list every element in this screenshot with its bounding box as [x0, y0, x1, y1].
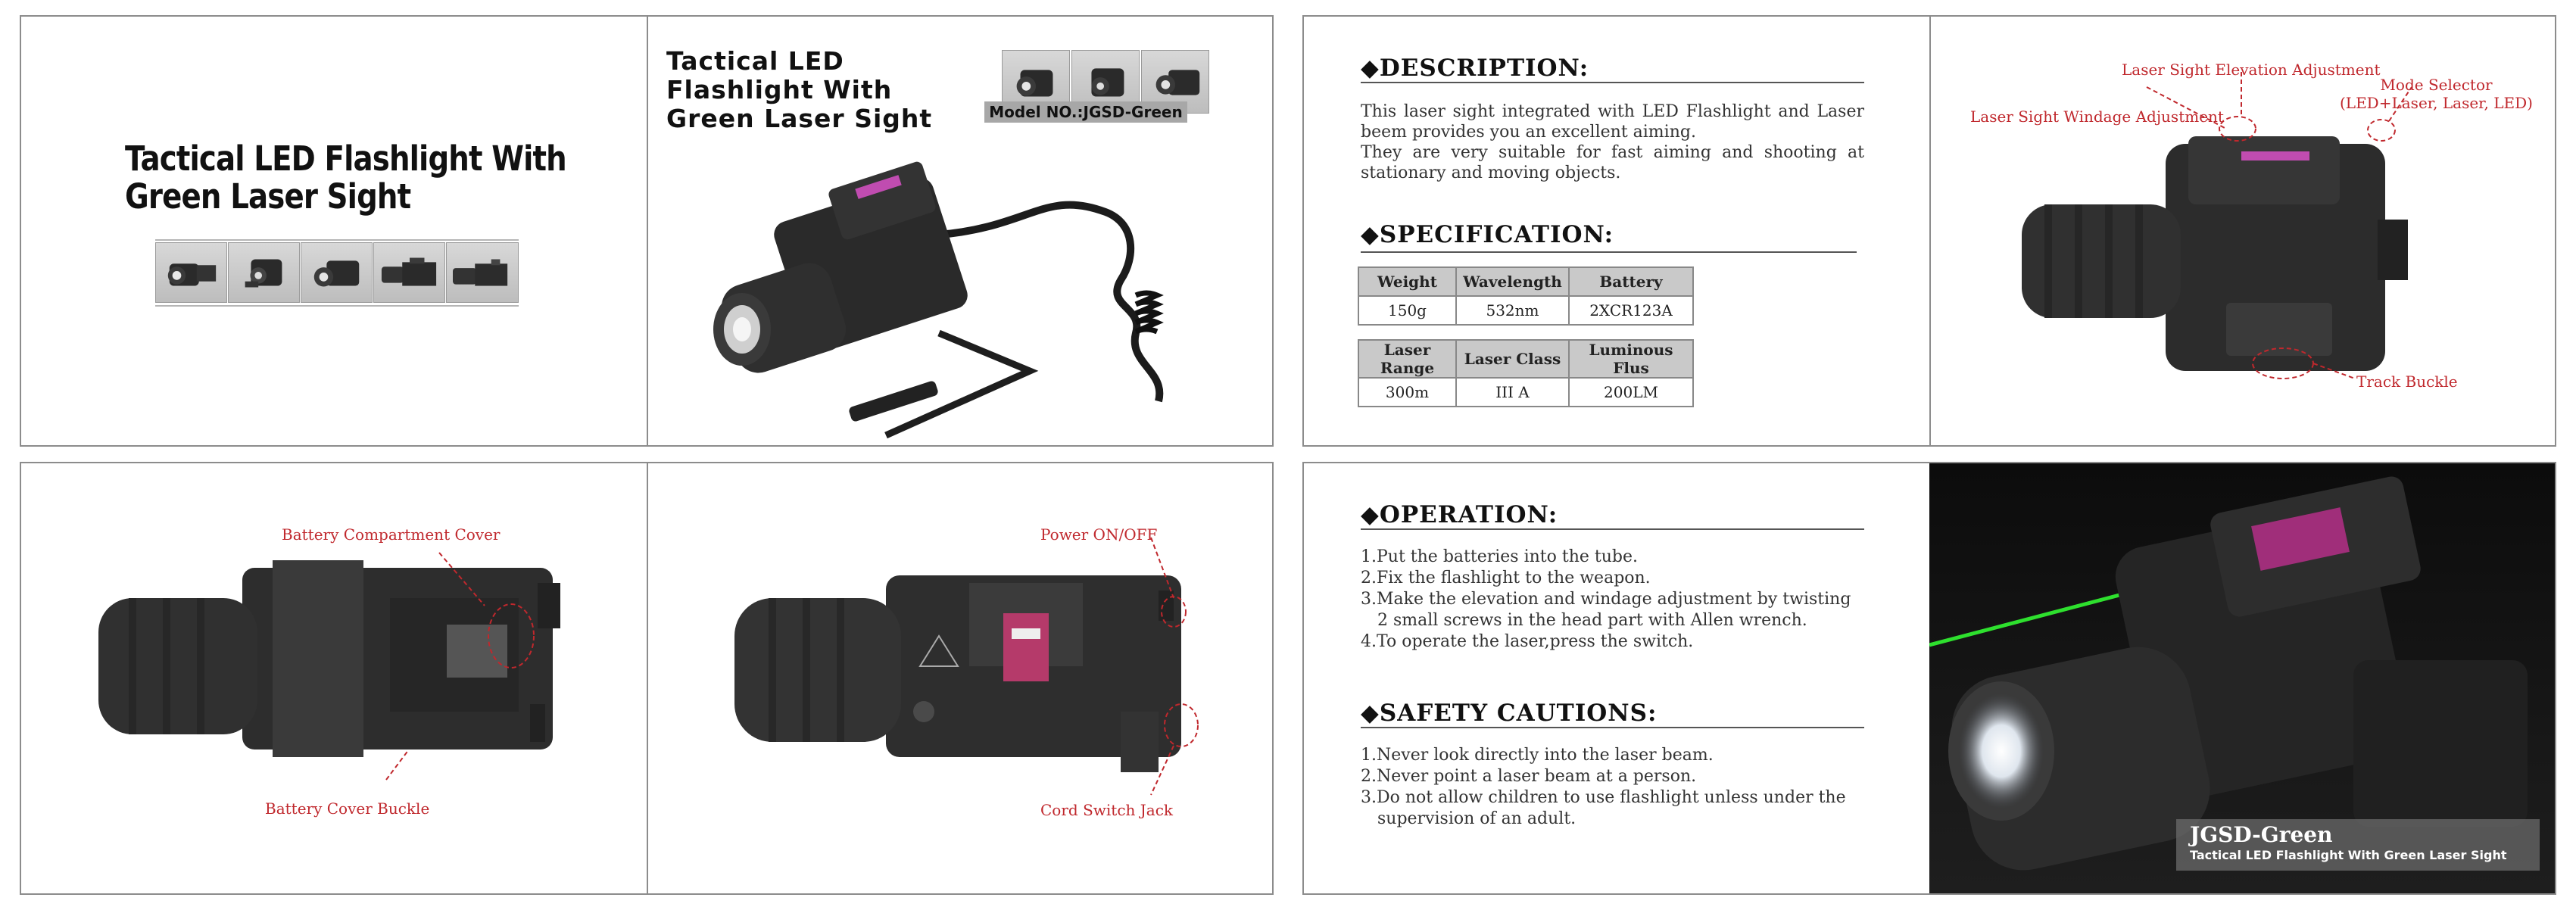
description-heading: ◆DESCRIPTION:: [1361, 55, 1589, 82]
flashlight-with-cord-photo: [712, 144, 1257, 439]
operation-step: 2.Fix the flashlight to the weapon.: [1361, 569, 1651, 587]
operation-rule: [1361, 528, 1864, 530]
callout-leader-lines: [1075, 530, 1227, 818]
product-thumbnail: [373, 242, 445, 303]
callout-mode-selector: [2340, 76, 2533, 112]
brand-caption-box: [2176, 819, 2540, 871]
operation-step: 3.Make the elevation and windage adjustment by twisting 2 small screws in the head part with Allen wrench.: [1361, 590, 1851, 630]
operation-step: 1.Put the batteries into the tube.: [1361, 547, 1638, 566]
product-thumbnail: [301, 242, 373, 303]
spec-header-cell: Laser Range: [1358, 340, 1456, 378]
specification-rule: [1361, 251, 1857, 253]
callout-power-switch: Power ON/OFF: [1040, 525, 1158, 544]
safety-rule: [1361, 727, 1864, 728]
product-thumbnail: [446, 242, 519, 303]
spec-value-cell: 200LM: [1569, 378, 1693, 407]
spec-value-cell: 300m: [1358, 378, 1456, 407]
specification-heading: ◆SPECIFICATION:: [1361, 221, 1614, 248]
spec-table-2: [1358, 339, 1694, 407]
cover-title: [125, 140, 566, 216]
callout-leader-lines: [303, 545, 553, 802]
sheet-fold-divider: [647, 17, 648, 445]
spec-value-cell: 2XCR123A: [1569, 296, 1693, 325]
callout-mode-selector-line1: Mode Selector: [2380, 76, 2493, 94]
spec-header-cell: Luminous Flus: [1569, 340, 1693, 378]
spec-header-cell: Battery: [1569, 267, 1693, 296]
operation-step: 4.To operate the laser,press the switch.: [1361, 632, 1694, 651]
callout-mode-selector-line2: (LED+Laser, Laser, LED): [2340, 94, 2533, 112]
callout-battery-compartment-cover: Battery Compartment Cover: [282, 525, 501, 544]
cover-thumb-rule-top: [155, 239, 519, 241]
panel2-title-line1: Tactical LED: [666, 46, 844, 76]
panel2-title-line3: Green Laser Sight: [666, 104, 933, 133]
description-paragraph: They are very suitable for fast aiming and shooting at stationary and moving objects.: [1361, 143, 1864, 182]
brand-tagline-text: Tactical LED Flashlight With Green Laser Sight: [2190, 848, 2507, 862]
description-paragraph: This laser sight integrated with LED Flashlight and Laser beem provides you an excellent aiming.: [1361, 102, 1864, 142]
sheet-fold-divider: [1929, 17, 1931, 445]
cover-title-line2: Green Laser Sight: [125, 176, 411, 217]
panel2-title: [666, 47, 932, 133]
safety-item: 1.Never look directly into the laser beam.: [1361, 746, 1714, 765]
callout-elevation-adjustment: Laser Sight Elevation Adjustment: [2122, 61, 2381, 79]
panel2-title-line2: Flashlight With: [666, 75, 893, 104]
spec-header-cell: Wavelength: [1456, 267, 1569, 296]
spec-table-1: [1358, 266, 1694, 326]
spec-header-cell: Weight: [1358, 267, 1456, 296]
callout-track-buckle: Track Buckle: [2356, 372, 2458, 391]
operation-heading: ◆OPERATION:: [1361, 501, 1558, 528]
description-body: [1361, 101, 1864, 183]
spec-value-cell: 532nm: [1456, 296, 1569, 325]
cover-thumb-rule-bottom: [155, 305, 519, 307]
safety-heading: ◆SAFETY CAUTIONS:: [1361, 700, 1658, 727]
safety-item: 2.Never point a laser beam at a person.: [1361, 767, 1697, 786]
safety-item: 3.Do not allow children to use flashlight unless under the supervision of an adult.: [1361, 788, 1846, 828]
spec-value-cell: III A: [1456, 378, 1569, 407]
product-thumbnail: [155, 242, 227, 303]
callout-cord-switch-jack: Cord Switch Jack: [1040, 801, 1174, 819]
cover-title-line1: Tactical LED Flashlight With: [125, 139, 566, 179]
callout-battery-cover-buckle: Battery Cover Buckle: [265, 799, 430, 818]
brand-model-text: JGSD-Green: [2190, 822, 2333, 847]
model-number-label: Model NO.:JGSD-Green: [984, 101, 1187, 123]
description-rule: [1361, 82, 1864, 83]
safety-items: [1361, 745, 1864, 830]
operation-steps: [1361, 547, 1864, 653]
spec-value-cell: 150g: [1358, 296, 1456, 325]
callout-windage-adjustment: Laser Sight Windage Adjustment: [1970, 108, 2224, 126]
sheet-fold-divider: [647, 463, 648, 893]
spec-header-cell: Laser Class: [1456, 340, 1569, 378]
product-thumbnail: [228, 242, 300, 303]
